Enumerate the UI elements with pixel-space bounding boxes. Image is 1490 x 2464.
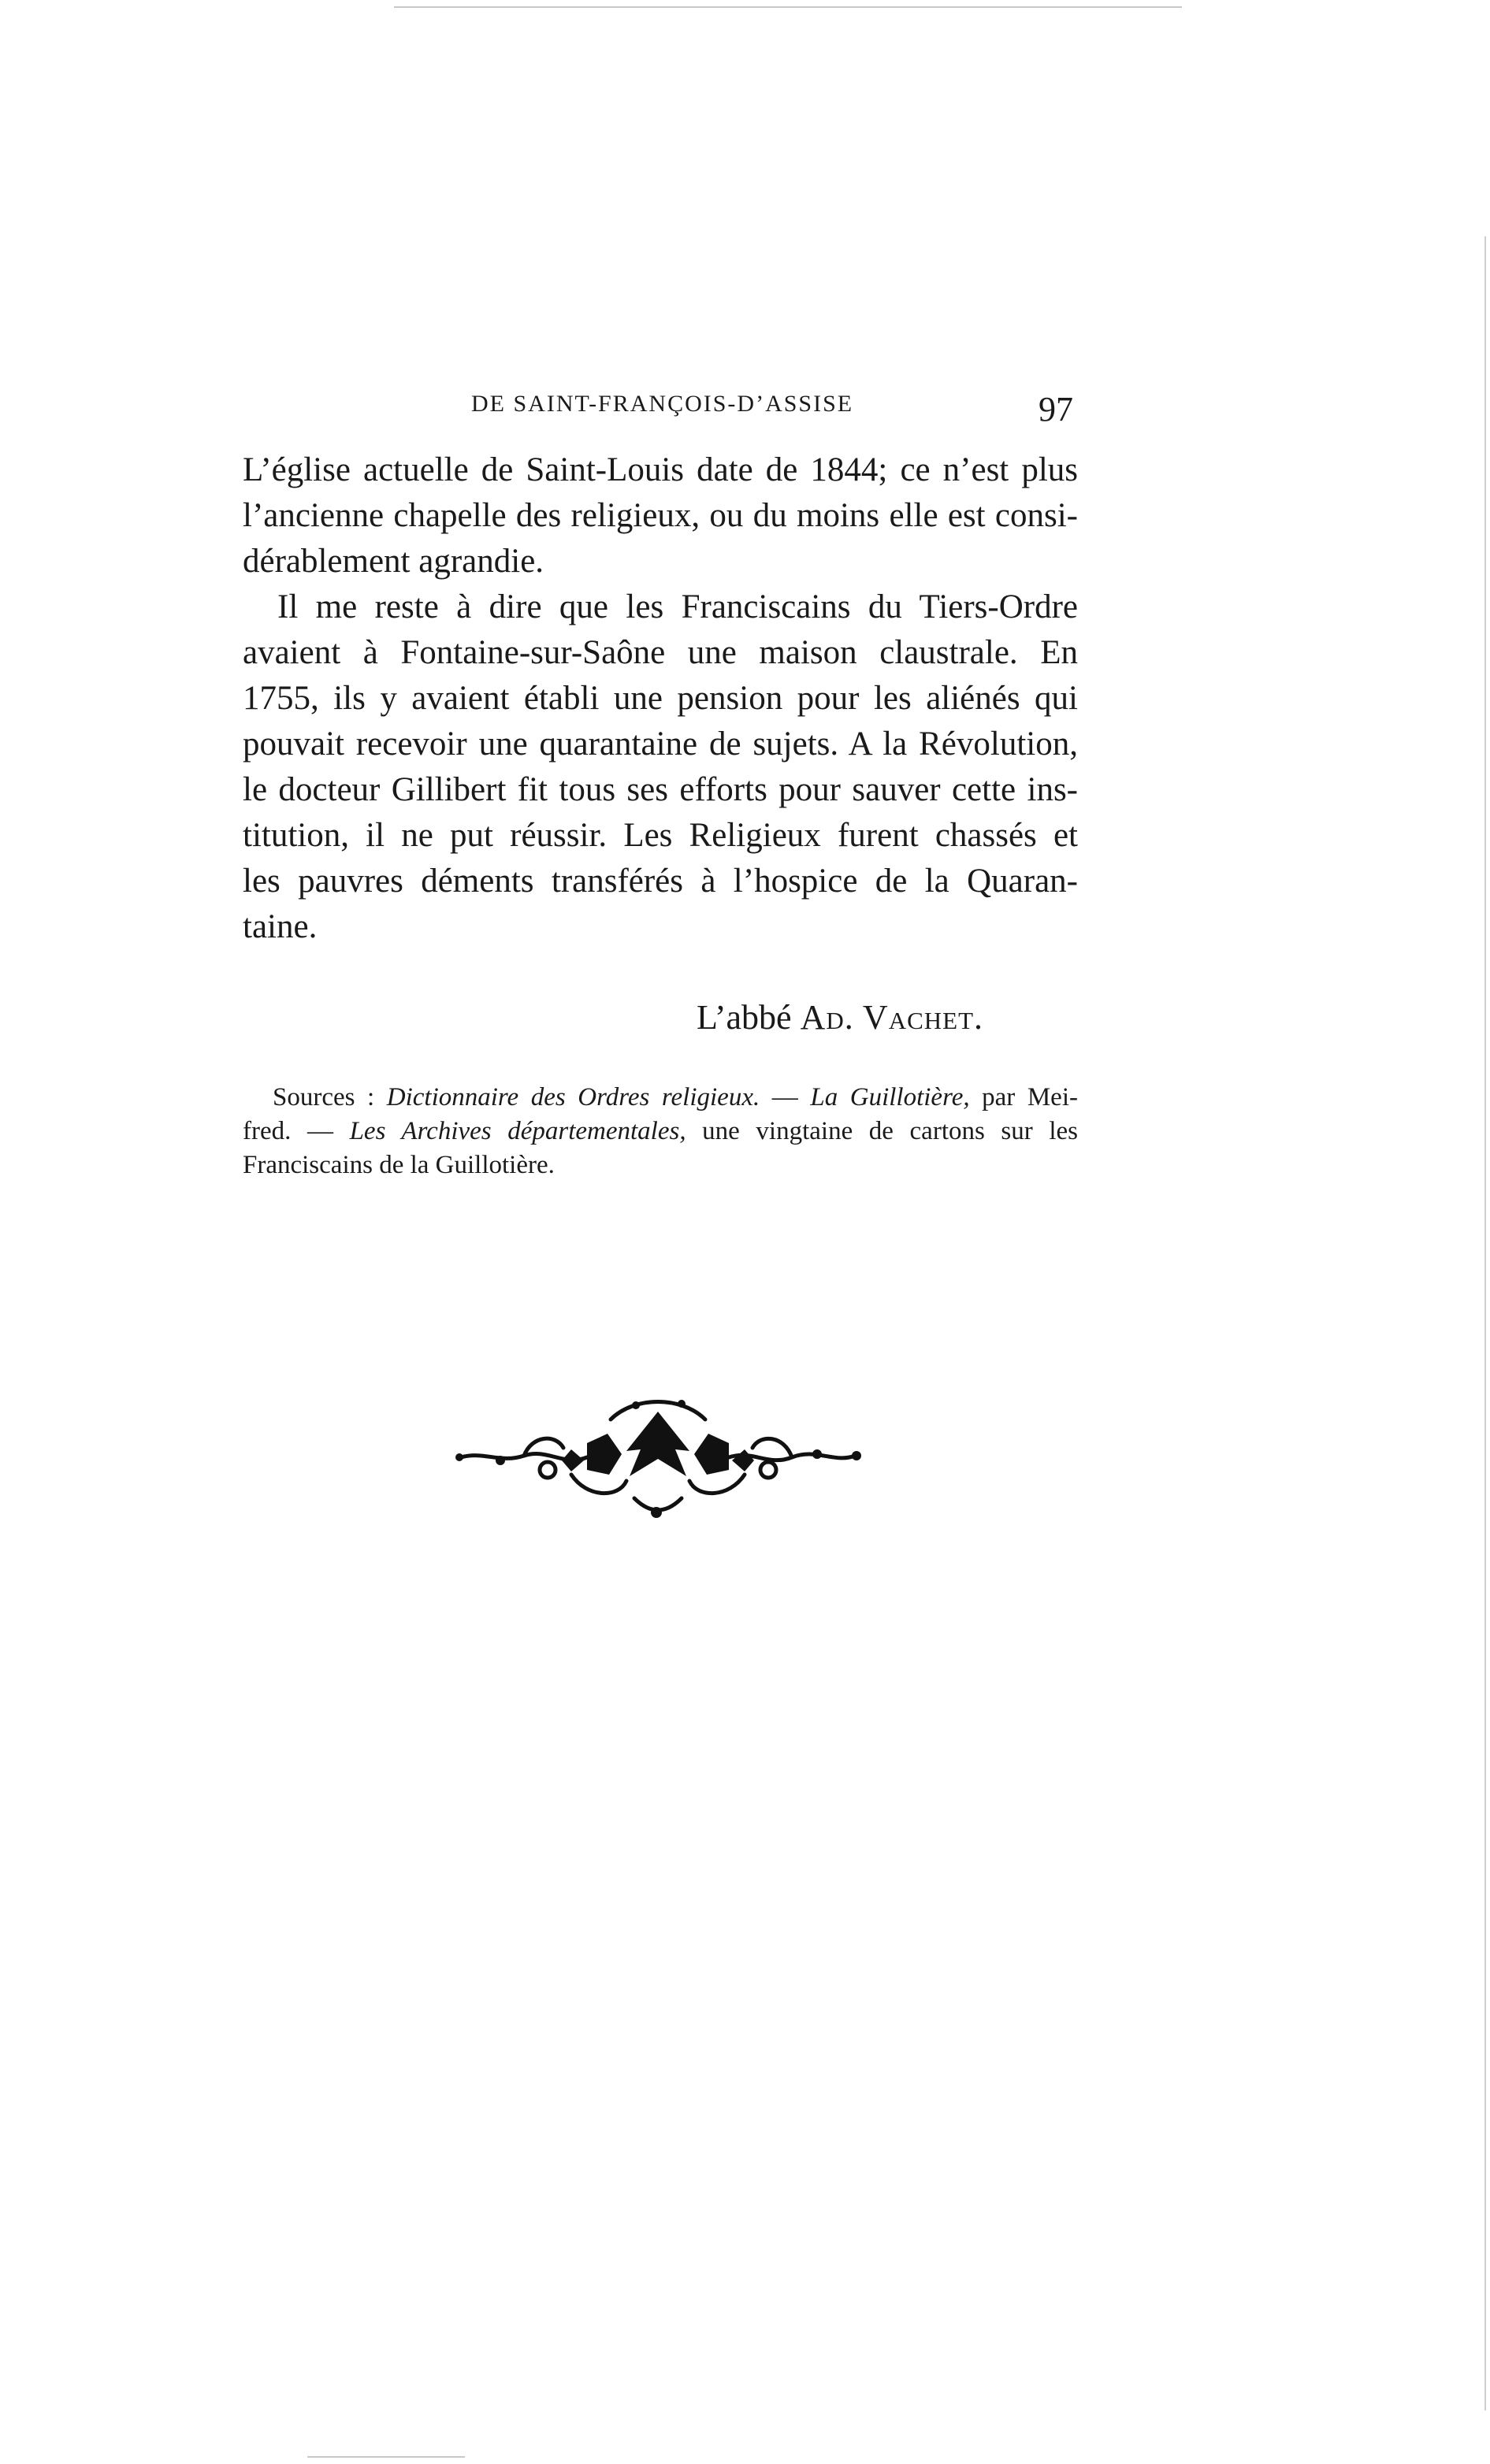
paragraph-line: pouvait recevoir une quarantaine de sujets. A la Révolution,	[243, 725, 1078, 763]
sources-line	[243, 1115, 1078, 1149]
signature-name: Ad. Vachet.	[800, 998, 984, 1037]
floral-vignette-icon	[453, 1388, 863, 1522]
source-title: La Guillotière,	[810, 1083, 970, 1111]
source-separator: —	[291, 1117, 350, 1145]
paragraph-line: le docteur Gillibert fit tous ses efforts pour sauver cette ins-	[243, 771, 1078, 808]
paragraph-line: L’église actuelle de Saint-Louis date de 1844; ce n’est plus	[243, 451, 1078, 488]
source-title: Les Archives départementales,	[349, 1117, 686, 1145]
paragraph-line: titution, il ne put réussir. Les Religieux furent chassés et	[243, 817, 1078, 854]
scan-edge-right	[1484, 236, 1486, 2410]
sources-label: Sources :	[273, 1083, 387, 1111]
sources-line	[243, 1081, 1078, 1115]
paragraph-line: taine.	[243, 908, 318, 945]
scan-edge-top	[394, 6, 1182, 8]
paragraph-line: l’ancienne chapelle des religieux, ou du moins elle est consi-	[243, 497, 1078, 534]
paragraph-line: dérablement agrandie.	[243, 543, 544, 580]
source-author: par Mei-	[969, 1083, 1078, 1111]
source-text: une vingtaine de cartons sur les	[686, 1117, 1078, 1145]
paragraph-line: Il me reste à dire que les Franciscains du Tiers-Ordre	[277, 588, 1078, 625]
paragraph-2	[243, 584, 1078, 950]
source-title: Dictionnaire des Ordres religieux.	[386, 1083, 760, 1111]
page-number: 97	[1039, 390, 1073, 429]
paragraph-line: les pauvres déments transférés à l’hospice de la Quaran-	[243, 863, 1078, 900]
source-separator: —	[760, 1083, 811, 1111]
scan-edge-bottom	[307, 2456, 465, 2458]
sources-line: Franciscains de la Guillotière.	[243, 1151, 555, 1179]
author-signature	[697, 997, 983, 1037]
paragraph-line: 1755, ils y avaient établi une pension pour les aliénés qui	[243, 680, 1078, 717]
paragraph-line: avaient à Fontaine-sur-Saône une maison claustrale. En	[243, 634, 1078, 671]
paragraph-1	[243, 447, 1078, 584]
signature-prefix: L’abbé	[697, 998, 792, 1037]
running-head: DE SAINT-FRANÇOIS-D’ASSISE	[471, 391, 854, 417]
sources-note	[243, 1081, 1078, 1182]
source-author: fred.	[243, 1117, 292, 1145]
